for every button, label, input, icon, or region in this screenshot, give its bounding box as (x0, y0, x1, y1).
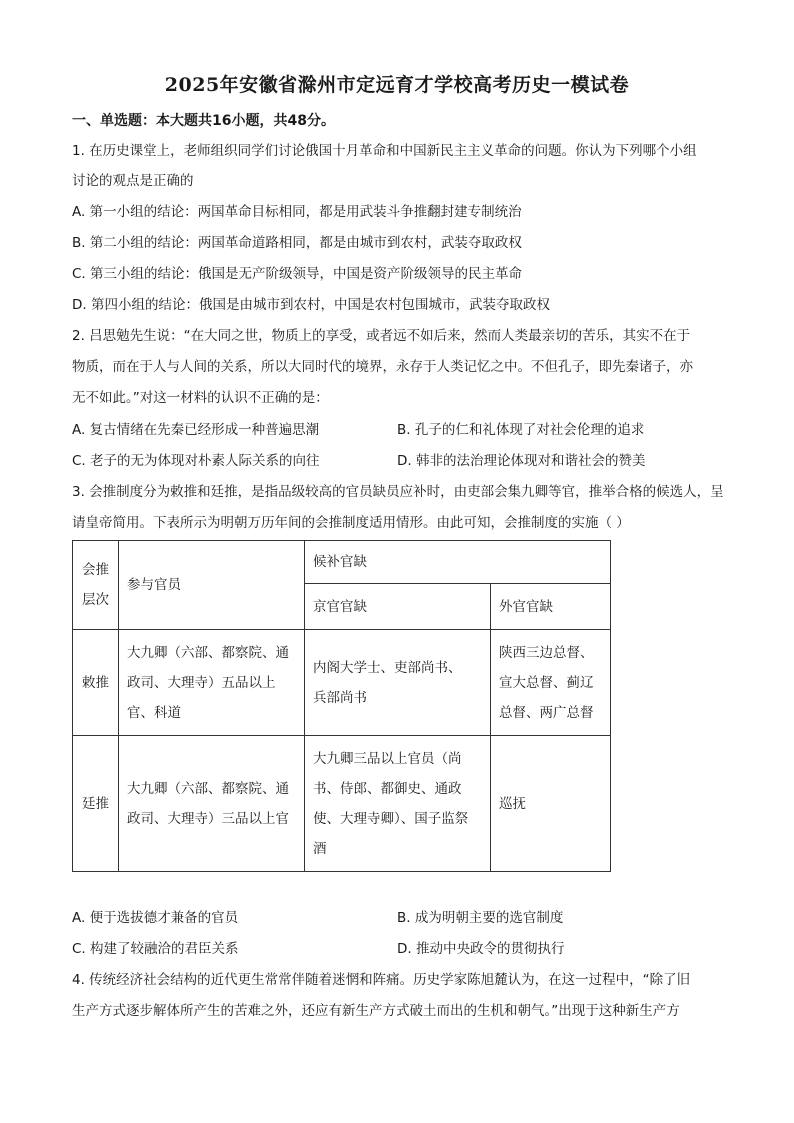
q3-option-b: B. 成为明朝主要的选官制度 (397, 910, 564, 926)
header-vacancy: 候补官缺 (305, 541, 611, 584)
q2-stem-line3: 无不如此。”对这一材料的认识不正确的是： (72, 390, 329, 406)
q3-option-d: D. 推动中央政令的贯彻执行 (397, 941, 565, 957)
row-level: 廷推 (73, 736, 119, 872)
q3-stem-line2: 请皇帝简用。下表所示为明朝万历年间的会推制度适用情形。由此可知，会推制度的实施（ ） (72, 515, 630, 531)
header-outer: 外官官缺 (491, 584, 611, 630)
q2-stem-line2: 物质，而在于人与人间的关系，所以大同时代的境界，永存于人类记忆之中。不但孔子，即先秦诸子，亦 (72, 359, 693, 375)
q1-stem-line2: 讨论的观点是正确的 (72, 173, 194, 189)
row-officials: 大九卿（六部、都察院、通 政司、大理寺）三品以上官 (119, 736, 305, 872)
q1-option-d: D. 第四小组的结论：俄国是由城市到农村，中国是农村包围城市，武装夺取政权 (72, 297, 550, 313)
q1-option-b: B. 第二小组的结论：两国革命道路相同，都是由城市到农村，武装夺取政权 (72, 235, 522, 251)
q3-option-c: C. 构建了较融洽的君臣关系 (72, 941, 239, 957)
header-officials: 参与官员 (119, 541, 305, 630)
q4-stem-line2: 生产方式逐步解体所产生的苦难之外，还应有新生产方式破土而出的生机和朝气。”出现于这种新生产方 (72, 1003, 680, 1019)
page-title: 2025年安徽省滁州市定远育才学校高考历史一模试卷 (164, 74, 630, 96)
row-capital: 内阁大学士、吏部尚书、 兵部尚书 (305, 630, 491, 736)
q1-option-c: C. 第三小组的结论：俄国是无产阶级领导，中国是资产阶级领导的民主革命 (72, 266, 523, 282)
q2-stem-line1: 2. 吕思勉先生说：“在大同之世，物质上的享受，或者远不如后来，然而人类最亲切的苦乐，其实不在于 (72, 328, 691, 344)
row-level: 敕推 (73, 630, 119, 736)
section-heading: 一、单选题：本大题共16小题，共48分。 (72, 113, 335, 129)
q4-stem-line1: 4. 传统经济社会结构的近代更生常常伴随着迷惘和阵痛。历史学家陈旭麓认为，在这一过程中，“除了旧 (72, 972, 691, 988)
q2-option-c: C. 老子的无为体现对朴素人际关系的向往 (72, 453, 320, 469)
q1-stem-line1: 1. 在历史课堂上，老师组织同学们讨论俄国十月革命和中国新民主主义革命的问题。你认为下列哪个小组 (72, 143, 697, 159)
header-capital: 京官官缺 (305, 584, 491, 630)
q3-option-a: A. 便于选拔德才兼备的官员 (72, 910, 239, 926)
q3-stem-line1: 3. 会推制度分为敕推和廷推，是指品级较高的官员缺员应补时，由吏部会集九卿等官，推举合格的候选人，呈 (72, 484, 724, 500)
row-outer: 巡抚 (491, 736, 611, 872)
q2-option-a: A. 复古情绪在先秦已经形成一种普遍思潮 (72, 422, 320, 438)
row-capital: 大九卿三品以上官员（尚 书、侍郎、都御史、通政 使、大理寺卿）、国子监祭 酒 (305, 736, 491, 872)
recommendation-table (72, 540, 611, 872)
q1-option-a: A. 第一小组的结论：两国革命目标相同，都是用武装斗争推翻封建专制统治 (72, 204, 522, 220)
q2-option-d: D. 韩非的法治理论体现对和谐社会的赞美 (397, 453, 646, 469)
q2-option-b: B. 孔子的仁和礼体现了对社会伦理的追求 (397, 422, 645, 438)
header-level: 会推 层次 (73, 541, 119, 630)
row-officials: 大九卿（六部、都察院、通 政司、大理寺）五品以上 官、科道 (119, 630, 305, 736)
row-outer: 陕西三边总督、 宣大总督、蓟辽 总督、两广总督 (491, 630, 611, 736)
